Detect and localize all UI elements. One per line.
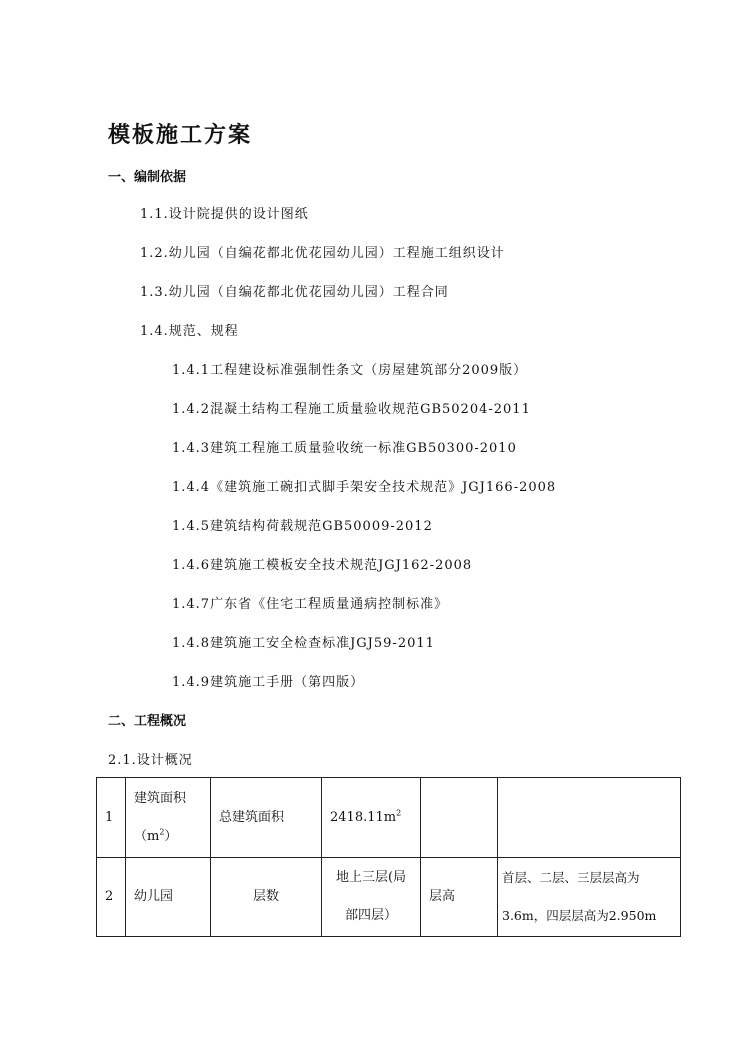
list-subitem: 1.4.3建筑工程施工质量验收统一标准GB50300-2010 bbox=[172, 441, 517, 456]
cell-unit: $(m^2)$ bbox=[134, 827, 178, 844]
table-cell bbox=[322, 858, 421, 937]
section-heading-overview: 二、工程概况 bbox=[108, 714, 187, 729]
design-overview-table bbox=[96, 777, 681, 937]
table-cell: 层高 bbox=[421, 858, 498, 937]
table-cell: $2418.11m^2$ bbox=[322, 778, 421, 858]
list-subitem: 1.4.2混凝土结构工程施工质量验收规范GB50204-2011 bbox=[172, 402, 531, 417]
table-cell: 层数 bbox=[211, 858, 322, 937]
list-item: 1.1.设计院提供的设计图纸 bbox=[140, 207, 309, 222]
page-title: 模板施工方案 bbox=[108, 122, 253, 148]
table-cell bbox=[421, 778, 498, 858]
list-item: 1.2.幼儿园（自编花都北优花园幼儿园）工程施工组织设计 bbox=[140, 246, 505, 261]
list-subitem: 1.4.5建筑结构荷载规范GB50009-2012 bbox=[172, 519, 433, 534]
table-cell: 2 bbox=[97, 858, 126, 937]
table-row bbox=[97, 858, 681, 937]
cell-line: 地上三层(局 bbox=[335, 870, 407, 885]
cell-line: 部四层） bbox=[344, 908, 397, 923]
table-cell bbox=[126, 778, 211, 858]
list-subitem: 1.4.4《建筑施工碗扣式脚手架安全技术规范》JGJ166-2008 bbox=[172, 480, 557, 495]
table-cell: 幼儿园 bbox=[126, 858, 211, 937]
list-item: 1.3.幼儿园（自编花都北优花园幼儿园）工程合同 bbox=[140, 285, 449, 300]
section-heading-basis: 一、编制依据 bbox=[108, 170, 187, 185]
cell-line: 3.6m，四层层高为2.950m bbox=[502, 908, 657, 923]
table-row bbox=[97, 778, 681, 858]
table-cell bbox=[498, 778, 681, 858]
list-subitem: 1.4.8建筑施工安全检查标准JGJ59-2011 bbox=[172, 636, 435, 651]
list-item: 1.4.规范、规程 bbox=[140, 324, 239, 339]
subsection-heading: 2.1.设计概况 bbox=[108, 753, 193, 768]
table-cell: 1 bbox=[97, 778, 126, 858]
table-cell: 总建筑面积 bbox=[211, 778, 322, 858]
list-subitem: 1.4.9建筑施工手册（第四版） bbox=[172, 675, 365, 690]
cell-line: 首层、二层、三层层高为 bbox=[502, 870, 640, 885]
list-subitem: 1.4.1工程建设标准强制性条文（房屋建筑部分2009版） bbox=[172, 363, 528, 378]
cell-text: 建筑面积 bbox=[134, 790, 187, 806]
table-cell bbox=[498, 858, 681, 937]
list-subitem: 1.4.6建筑施工模板安全技术规范JGJ162-2008 bbox=[172, 558, 473, 573]
list-subitem: 1.4.7广东省《住宅工程质量通病控制标准》 bbox=[172, 597, 449, 612]
